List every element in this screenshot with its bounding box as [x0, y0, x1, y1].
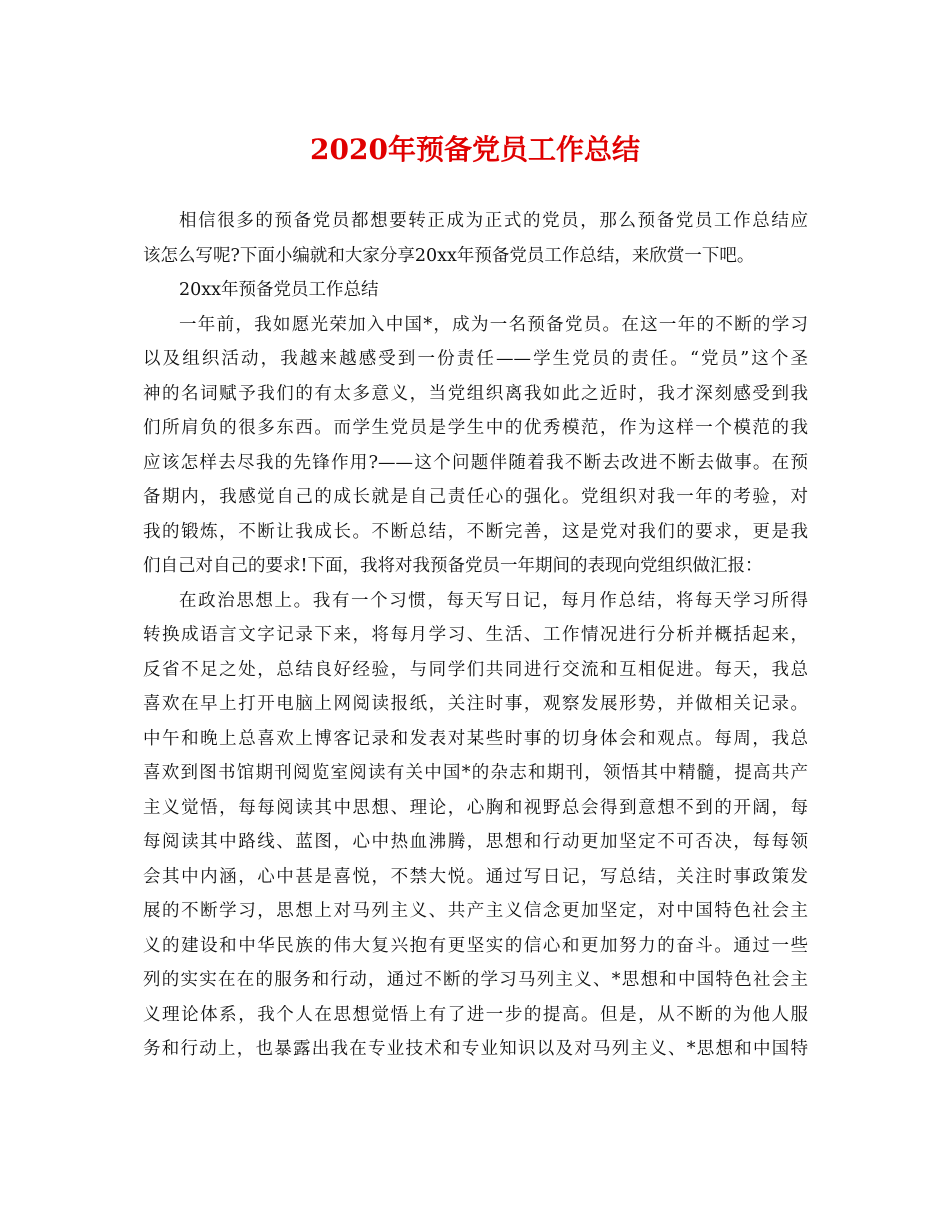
- document-title: 2020年预备党员工作总结: [310, 133, 640, 166]
- paragraph-line: 每阅读其中路线、蓝图，心中热血沸腾，思想和行动更加坚定不可否决，每每领: [143, 832, 808, 852]
- paragraph-line: 一年前，我如愿光荣加入中国*，成为一名预备党员。在这一年的不断的学习: [179, 314, 808, 335]
- paragraph-line: 列的实实在在的服务和行动，通过不断的学习马列主义、*思想和中国特色社会主: [143, 970, 808, 990]
- paragraph-line: 神的名词赋予我们的有太多意义，当党组织离我如此之近时，我才深刻感受到我: [143, 383, 808, 404]
- paragraph-line: 义理论体系，我个人在思想觉悟上有了进一步的提高。但是，从不断的为他人服: [143, 1004, 808, 1025]
- paragraph-line: 应该怎样去尽我的先锋作用?——这个问题伴随着我不断去改进不断去做事。在预: [143, 452, 808, 473]
- paragraph-line: 备期内，我感觉自己的成长就是自己责任心的强化。党组织对我一年的考验，对: [143, 487, 808, 507]
- subheading-line: 20xx年预备党员工作总结: [179, 280, 379, 300]
- paragraph-line: 喜欢在早上打开电脑上网阅读报纸，关注时事，观察发展形势，并做相关记录。: [143, 694, 808, 714]
- paragraph-line: 会其中内涵，心中甚是喜悦，不禁大悦。通过写日记，写总结，关注时事政策发: [143, 866, 808, 887]
- paragraph-line: 展的不断学习，思想上对马列主义、共产主义信念更加坚定，对中国特色社会主: [143, 901, 808, 921]
- paragraph-line: 们所肩负的很多东西。而学生党员是学生中的优秀模范，作为这样一个模范的我: [143, 418, 808, 438]
- paragraph-line: 务和行动上，也暴露出我在专业技术和专业知识以及对马列主义、*思想和中国特: [143, 1039, 808, 1059]
- paragraph-line: 们自己对自己的要求!下面，我将对我预备党员一年期间的表现向党组织做汇报：: [143, 556, 763, 576]
- paragraph-line: 喜欢到图书馆期刊阅览室阅读有关中国*的杂志和期刊，领悟其中精髓，提高共产: [143, 763, 808, 783]
- paragraph-line: 以及组织活动，我越来越感受到一份责任——学生党员的责任。“党员”这个圣: [143, 349, 808, 369]
- paragraph-line: 在政治思想上。我有一个习惯，每天写日记，每月作总结，将每天学习所得: [179, 590, 808, 611]
- paragraph-line: 主义觉悟，每每阅读其中思想、理论，心胸和视野总会得到意想不到的开阔，每: [143, 797, 808, 818]
- paragraph-line: 我的锻炼，不断让我成长。不断总结，不断完善，这是党对我们的要求，更是我: [143, 521, 808, 542]
- paragraph-line: 反省不足之处，总结良好经验，与同学们共同进行交流和互相促进。每天，我总: [143, 659, 808, 680]
- paragraph-line: 转换成语言文字记录下来，将每月学习、生活、工作情况进行分析并概括起来，: [143, 625, 808, 645]
- paragraph-line: 中午和晚上总喜欢上博客记录和发表对某些时事的切身体会和观点。每周，我总: [143, 728, 808, 749]
- paragraph-line: 义的建设和中华民族的伟大复兴抱有更坚实的信心和更加努力的奋斗。通过一些: [143, 935, 808, 956]
- document-body: [143, 204, 808, 1067]
- paragraph-line: 该怎么写呢?下面小编就和大家分享20xx年预备党员工作总结，来欣赏一下吧。: [143, 245, 755, 266]
- paragraph-line: 相信很多的预备党员都想要转正成为正式的党员，那么预备党员工作总结应: [179, 211, 808, 231]
